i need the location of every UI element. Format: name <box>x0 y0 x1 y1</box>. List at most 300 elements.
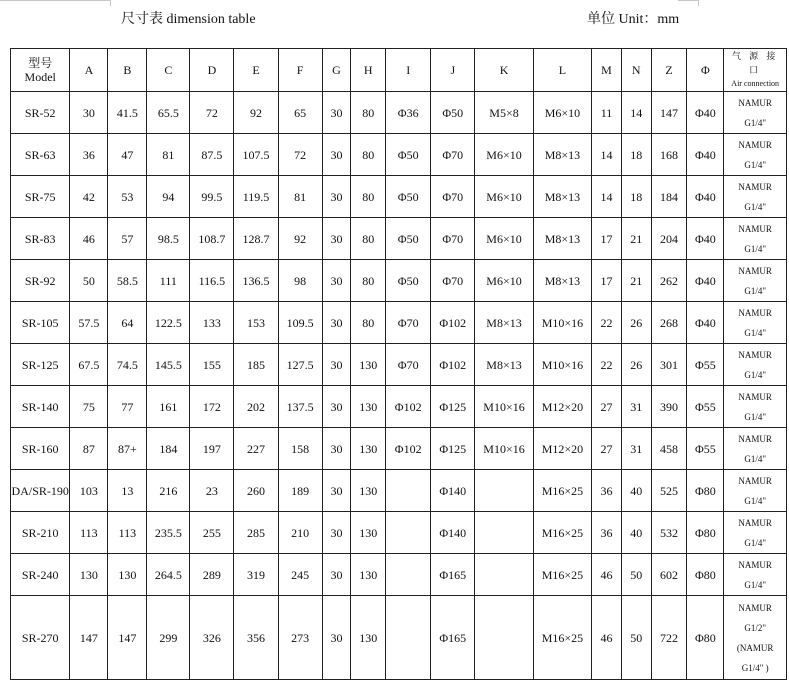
value-cell: 133 <box>190 302 234 344</box>
value-cell: 27 <box>592 386 622 428</box>
value-cell: 109.5 <box>278 302 322 344</box>
value-cell: 99.5 <box>190 176 234 218</box>
column-header-14: N <box>621 49 651 92</box>
air-connection-line: G1/4" <box>744 369 767 380</box>
model-cell: SR-270 <box>11 596 70 680</box>
value-cell: 81 <box>147 134 190 176</box>
air-connection-line: NAMUR <box>738 391 772 402</box>
column-header-1: A <box>70 49 108 92</box>
value-cell: 130 <box>70 554 108 596</box>
value-cell: 17 <box>592 218 622 260</box>
value-cell: 136.5 <box>234 260 278 302</box>
air-connection-line: G1/4" <box>744 117 767 128</box>
value-cell: 255 <box>190 512 234 554</box>
value-cell: 113 <box>108 512 147 554</box>
value-cell: M16×25 <box>533 470 591 512</box>
value-cell: 30 <box>322 596 351 680</box>
value-cell: Φ55 <box>687 386 724 428</box>
value-cell: 36 <box>592 512 622 554</box>
value-cell: 46 <box>592 554 622 596</box>
model-cell: SR-63 <box>11 134 70 176</box>
air-connection-cell <box>724 260 787 302</box>
value-cell: 87 <box>70 428 108 470</box>
value-cell: 77 <box>108 386 147 428</box>
value-cell: 58.5 <box>108 260 147 302</box>
value-cell: 22 <box>592 344 622 386</box>
value-cell: Φ70 <box>386 344 431 386</box>
value-cell: 13 <box>108 470 147 512</box>
model-header-en: Model <box>24 70 56 84</box>
air-connection-cell <box>724 176 787 218</box>
value-cell: Φ36 <box>386 92 431 134</box>
value-cell: 227 <box>234 428 278 470</box>
value-cell: 75 <box>70 386 108 428</box>
corner-mark-right <box>698 0 699 6</box>
value-cell: 113 <box>70 512 108 554</box>
value-cell: 30 <box>322 218 351 260</box>
value-cell: 184 <box>147 428 190 470</box>
value-cell: 107.5 <box>234 134 278 176</box>
value-cell: 147 <box>108 596 147 680</box>
value-cell: Φ80 <box>687 554 724 596</box>
value-cell: Φ140 <box>431 470 475 512</box>
value-cell: 185 <box>234 344 278 386</box>
value-cell: Φ50 <box>431 92 475 134</box>
value-cell: 155 <box>190 344 234 386</box>
value-cell: Φ55 <box>687 428 724 470</box>
value-cell: 301 <box>651 344 687 386</box>
air-connection-cell <box>724 134 787 176</box>
value-cell: 602 <box>651 554 687 596</box>
table-row <box>11 386 787 428</box>
air-connection-line: G1/4" <box>744 243 767 254</box>
value-cell: 92 <box>234 92 278 134</box>
value-cell: 50 <box>70 260 108 302</box>
value-cell: 30 <box>322 176 351 218</box>
column-header-11: K <box>475 49 533 92</box>
value-cell: 130 <box>351 386 386 428</box>
air-connection-line: G1/4" <box>744 159 767 170</box>
value-cell: 40 <box>621 512 651 554</box>
value-cell: Φ80 <box>687 470 724 512</box>
value-cell: M10×16 <box>533 302 591 344</box>
value-cell: 103 <box>70 470 108 512</box>
value-cell: 245 <box>278 554 322 596</box>
value-cell: 122.5 <box>147 302 190 344</box>
value-cell <box>386 554 431 596</box>
value-cell: 326 <box>190 596 234 680</box>
model-cell: SR-52 <box>11 92 70 134</box>
value-cell: 80 <box>351 176 386 218</box>
value-cell: 458 <box>651 428 687 470</box>
value-cell: M8×13 <box>533 218 591 260</box>
value-cell: 14 <box>592 134 622 176</box>
unit-label: 单位 Unit：mm <box>587 12 680 27</box>
top-rule-right <box>678 0 698 1</box>
table-row <box>11 512 787 554</box>
model-cell: DA/SR-190 <box>11 470 70 512</box>
value-cell: 184 <box>651 176 687 218</box>
column-header-12: L <box>533 49 591 92</box>
value-cell: 18 <box>621 134 651 176</box>
value-cell: Φ40 <box>687 176 724 218</box>
value-cell: 30 <box>322 554 351 596</box>
air-connection-cell <box>724 470 787 512</box>
air-connection-line: G1/4" <box>744 495 767 506</box>
value-cell: Φ70 <box>431 218 475 260</box>
value-cell: 40 <box>621 470 651 512</box>
value-cell: 22 <box>592 302 622 344</box>
value-cell: 264.5 <box>147 554 190 596</box>
value-cell: 525 <box>651 470 687 512</box>
value-cell: M16×25 <box>533 512 591 554</box>
value-cell: Φ40 <box>687 134 724 176</box>
table-row <box>11 428 787 470</box>
air-connection-line: G1/2" <box>744 622 767 633</box>
value-cell: 130 <box>351 596 386 680</box>
value-cell: 41.5 <box>108 92 147 134</box>
air-connection-line: NAMUR <box>738 265 772 276</box>
value-cell: 80 <box>351 218 386 260</box>
air-connection-line: G1/4" <box>744 201 767 212</box>
value-cell: 87+ <box>108 428 147 470</box>
value-cell: 57 <box>108 218 147 260</box>
value-cell: Φ40 <box>687 92 724 134</box>
air-connection-line: NAMUR <box>738 139 772 150</box>
value-cell: 53 <box>108 176 147 218</box>
table-row <box>11 176 787 218</box>
model-cell: SR-210 <box>11 512 70 554</box>
table-row <box>11 470 787 512</box>
value-cell: Φ102 <box>386 386 431 428</box>
air-connection-header <box>724 49 787 92</box>
value-cell: Φ125 <box>431 428 475 470</box>
value-cell: 36 <box>592 470 622 512</box>
value-cell <box>475 470 533 512</box>
value-cell: 98.5 <box>147 218 190 260</box>
air-connection-line: G1/4" <box>744 411 767 422</box>
value-cell: 285 <box>234 512 278 554</box>
column-header-5: E <box>234 49 278 92</box>
table-row <box>11 596 787 680</box>
value-cell: 390 <box>651 386 687 428</box>
value-cell: 11 <box>592 92 622 134</box>
air-connection-line: G1/4" ) <box>741 662 769 673</box>
table-row <box>11 92 787 134</box>
value-cell: 262 <box>651 260 687 302</box>
value-cell: M16×25 <box>533 554 591 596</box>
column-header-16: Φ <box>687 49 724 92</box>
value-cell: 42 <box>70 176 108 218</box>
air-connection-cell <box>724 218 787 260</box>
air-connection-line: NAMUR <box>738 181 772 192</box>
model-cell: SR-92 <box>11 260 70 302</box>
column-header-2: B <box>108 49 147 92</box>
value-cell <box>386 596 431 680</box>
air-connection-line: G1/4" <box>744 537 767 548</box>
value-cell: M8×13 <box>475 344 533 386</box>
air-connection-line: NAMUR <box>738 517 772 528</box>
value-cell: 81 <box>278 176 322 218</box>
header-row <box>11 49 787 92</box>
air-connection-cell <box>724 554 787 596</box>
value-cell: Φ50 <box>386 134 431 176</box>
value-cell: Φ140 <box>431 512 475 554</box>
model-cell: SR-125 <box>11 344 70 386</box>
value-cell: 130 <box>108 554 147 596</box>
value-cell: M16×25 <box>533 596 591 680</box>
value-cell: 57.5 <box>70 302 108 344</box>
air-header-cn: 气 源 接 口 <box>731 51 779 75</box>
value-cell: 80 <box>351 302 386 344</box>
value-cell: 108.7 <box>190 218 234 260</box>
table-row <box>11 554 787 596</box>
column-header-7: G <box>322 49 351 92</box>
value-cell: M6×10 <box>475 134 533 176</box>
value-cell: 197 <box>190 428 234 470</box>
value-cell: 289 <box>190 554 234 596</box>
value-cell: 50 <box>621 596 651 680</box>
value-cell: 30 <box>322 344 351 386</box>
value-cell: 128.7 <box>234 218 278 260</box>
value-cell <box>386 470 431 512</box>
value-cell: 80 <box>351 92 386 134</box>
air-connection-line: G1/4" <box>744 453 767 464</box>
value-cell: 46 <box>592 596 622 680</box>
model-cell: SR-160 <box>11 428 70 470</box>
value-cell: 119.5 <box>234 176 278 218</box>
value-cell: 26 <box>621 344 651 386</box>
table-row <box>11 344 787 386</box>
value-cell: 50 <box>621 554 651 596</box>
value-cell: 47 <box>108 134 147 176</box>
model-cell: SR-140 <box>11 386 70 428</box>
value-cell: 116.5 <box>190 260 234 302</box>
value-cell: M8×13 <box>533 176 591 218</box>
value-cell: 130 <box>351 512 386 554</box>
value-cell: 27 <box>592 428 622 470</box>
value-cell: 127.5 <box>278 344 322 386</box>
value-cell: 46 <box>70 218 108 260</box>
model-cell: SR-83 <box>11 218 70 260</box>
value-cell: 158 <box>278 428 322 470</box>
value-cell: 14 <box>592 176 622 218</box>
value-cell: Φ40 <box>687 260 724 302</box>
value-cell: Φ50 <box>386 176 431 218</box>
value-cell: 204 <box>651 218 687 260</box>
table-row <box>11 260 787 302</box>
value-cell: 210 <box>278 512 322 554</box>
value-cell: 30 <box>322 386 351 428</box>
value-cell: M6×10 <box>475 218 533 260</box>
value-cell: Φ102 <box>431 302 475 344</box>
value-cell: 98 <box>278 260 322 302</box>
value-cell: 92 <box>278 218 322 260</box>
value-cell: M8×13 <box>475 302 533 344</box>
air-connection-line: NAMUR <box>738 307 772 318</box>
value-cell <box>475 554 533 596</box>
value-cell: 189 <box>278 470 322 512</box>
value-cell: 147 <box>651 92 687 134</box>
value-cell: 145.5 <box>147 344 190 386</box>
value-cell <box>475 512 533 554</box>
table-row <box>11 218 787 260</box>
value-cell <box>386 512 431 554</box>
air-connection-cell <box>724 386 787 428</box>
air-connection-cell <box>724 92 787 134</box>
column-header-8: H <box>351 49 386 92</box>
value-cell: 172 <box>190 386 234 428</box>
value-cell: 130 <box>351 344 386 386</box>
value-cell: 65.5 <box>147 92 190 134</box>
air-connection-cell <box>724 344 787 386</box>
value-cell: 17 <box>592 260 622 302</box>
value-cell: 64 <box>108 302 147 344</box>
value-cell: 30 <box>322 302 351 344</box>
value-cell: Φ70 <box>431 176 475 218</box>
value-cell: 65 <box>278 92 322 134</box>
value-cell: M6×10 <box>475 176 533 218</box>
value-cell: 137.5 <box>278 386 322 428</box>
air-connection-line: NAMUR <box>738 433 772 444</box>
model-cell: SR-75 <box>11 176 70 218</box>
value-cell: Φ55 <box>687 344 724 386</box>
value-cell: Φ165 <box>431 554 475 596</box>
air-header-en: Air connection <box>731 79 780 88</box>
air-connection-line: NAMUR <box>738 223 772 234</box>
value-cell: 80 <box>351 134 386 176</box>
value-cell: 72 <box>278 134 322 176</box>
value-cell: 722 <box>651 596 687 680</box>
value-cell: M12×20 <box>533 386 591 428</box>
value-cell: Φ102 <box>431 344 475 386</box>
model-header <box>11 49 70 92</box>
model-cell: SR-240 <box>11 554 70 596</box>
value-cell: 130 <box>351 554 386 596</box>
column-header-4: D <box>190 49 234 92</box>
model-header-cn: 型号 <box>28 56 53 70</box>
air-connection-line: (NAMUR <box>736 642 774 653</box>
value-cell: 168 <box>651 134 687 176</box>
value-cell: M10×16 <box>475 386 533 428</box>
air-connection-cell <box>724 596 787 680</box>
air-connection-line: G1/4" <box>744 285 767 296</box>
value-cell: 80 <box>351 260 386 302</box>
value-cell: 30 <box>322 92 351 134</box>
value-cell: 130 <box>351 428 386 470</box>
air-connection-cell <box>724 302 787 344</box>
value-cell: 30 <box>322 134 351 176</box>
table-row <box>11 302 787 344</box>
table-title: 尺寸表 dimension table <box>121 12 256 27</box>
value-cell: 356 <box>234 596 278 680</box>
value-cell: 23 <box>190 470 234 512</box>
value-cell: 18 <box>621 176 651 218</box>
value-cell: 30 <box>322 512 351 554</box>
table-row <box>11 134 787 176</box>
dimension-table <box>10 48 787 680</box>
value-cell: 273 <box>278 596 322 680</box>
value-cell: M5×8 <box>475 92 533 134</box>
value-cell: M10×16 <box>533 344 591 386</box>
value-cell: Φ40 <box>687 302 724 344</box>
value-cell: M6×10 <box>475 260 533 302</box>
value-cell: 14 <box>621 92 651 134</box>
value-cell: M8×13 <box>533 260 591 302</box>
value-cell: 30 <box>322 260 351 302</box>
value-cell: 153 <box>234 302 278 344</box>
value-cell: Φ50 <box>386 218 431 260</box>
value-cell: 216 <box>147 470 190 512</box>
value-cell: 532 <box>651 512 687 554</box>
value-cell: Φ70 <box>386 302 431 344</box>
value-cell: 87.5 <box>190 134 234 176</box>
value-cell: 268 <box>651 302 687 344</box>
value-cell: 74.5 <box>108 344 147 386</box>
column-header-9: I <box>386 49 431 92</box>
column-header-13: M <box>592 49 622 92</box>
air-connection-line: G1/4" <box>744 327 767 338</box>
air-connection-line: NAMUR <box>738 602 772 613</box>
value-cell: 161 <box>147 386 190 428</box>
value-cell: Φ40 <box>687 218 724 260</box>
value-cell: 26 <box>621 302 651 344</box>
value-cell <box>475 596 533 680</box>
value-cell: 36 <box>70 134 108 176</box>
value-cell: 147 <box>70 596 108 680</box>
value-cell: Φ165 <box>431 596 475 680</box>
value-cell: Φ70 <box>431 260 475 302</box>
value-cell: 67.5 <box>70 344 108 386</box>
air-connection-cell <box>724 428 787 470</box>
value-cell: 299 <box>147 596 190 680</box>
value-cell: Φ50 <box>386 260 431 302</box>
air-connection-line: NAMUR <box>738 349 772 360</box>
air-connection-line: NAMUR <box>738 475 772 486</box>
value-cell: Φ70 <box>431 134 475 176</box>
column-header-15: Z <box>651 49 687 92</box>
value-cell: 111 <box>147 260 190 302</box>
value-cell: M6×10 <box>533 92 591 134</box>
air-connection-line: NAMUR <box>738 97 772 108</box>
value-cell: 130 <box>351 470 386 512</box>
column-header-3: C <box>147 49 190 92</box>
air-connection-line: NAMUR <box>738 559 772 570</box>
value-cell: Φ80 <box>687 596 724 680</box>
value-cell: M10×16 <box>475 428 533 470</box>
air-connection-line: G1/4" <box>744 579 767 590</box>
value-cell: 31 <box>621 428 651 470</box>
value-cell: 235.5 <box>147 512 190 554</box>
air-connection-cell <box>724 512 787 554</box>
value-cell: 30 <box>322 428 351 470</box>
model-cell: SR-105 <box>11 302 70 344</box>
value-cell: 31 <box>621 386 651 428</box>
column-header-6: F <box>278 49 322 92</box>
value-cell: Φ80 <box>687 512 724 554</box>
column-header-10: J <box>431 49 475 92</box>
value-cell: 30 <box>322 470 351 512</box>
corner-mark-left <box>110 0 111 6</box>
value-cell: M8×13 <box>533 134 591 176</box>
value-cell: Φ102 <box>386 428 431 470</box>
top-rule-left <box>0 0 110 1</box>
value-cell: M12×20 <box>533 428 591 470</box>
value-cell: 21 <box>621 218 651 260</box>
value-cell: Φ125 <box>431 386 475 428</box>
value-cell: 21 <box>621 260 651 302</box>
value-cell: 319 <box>234 554 278 596</box>
